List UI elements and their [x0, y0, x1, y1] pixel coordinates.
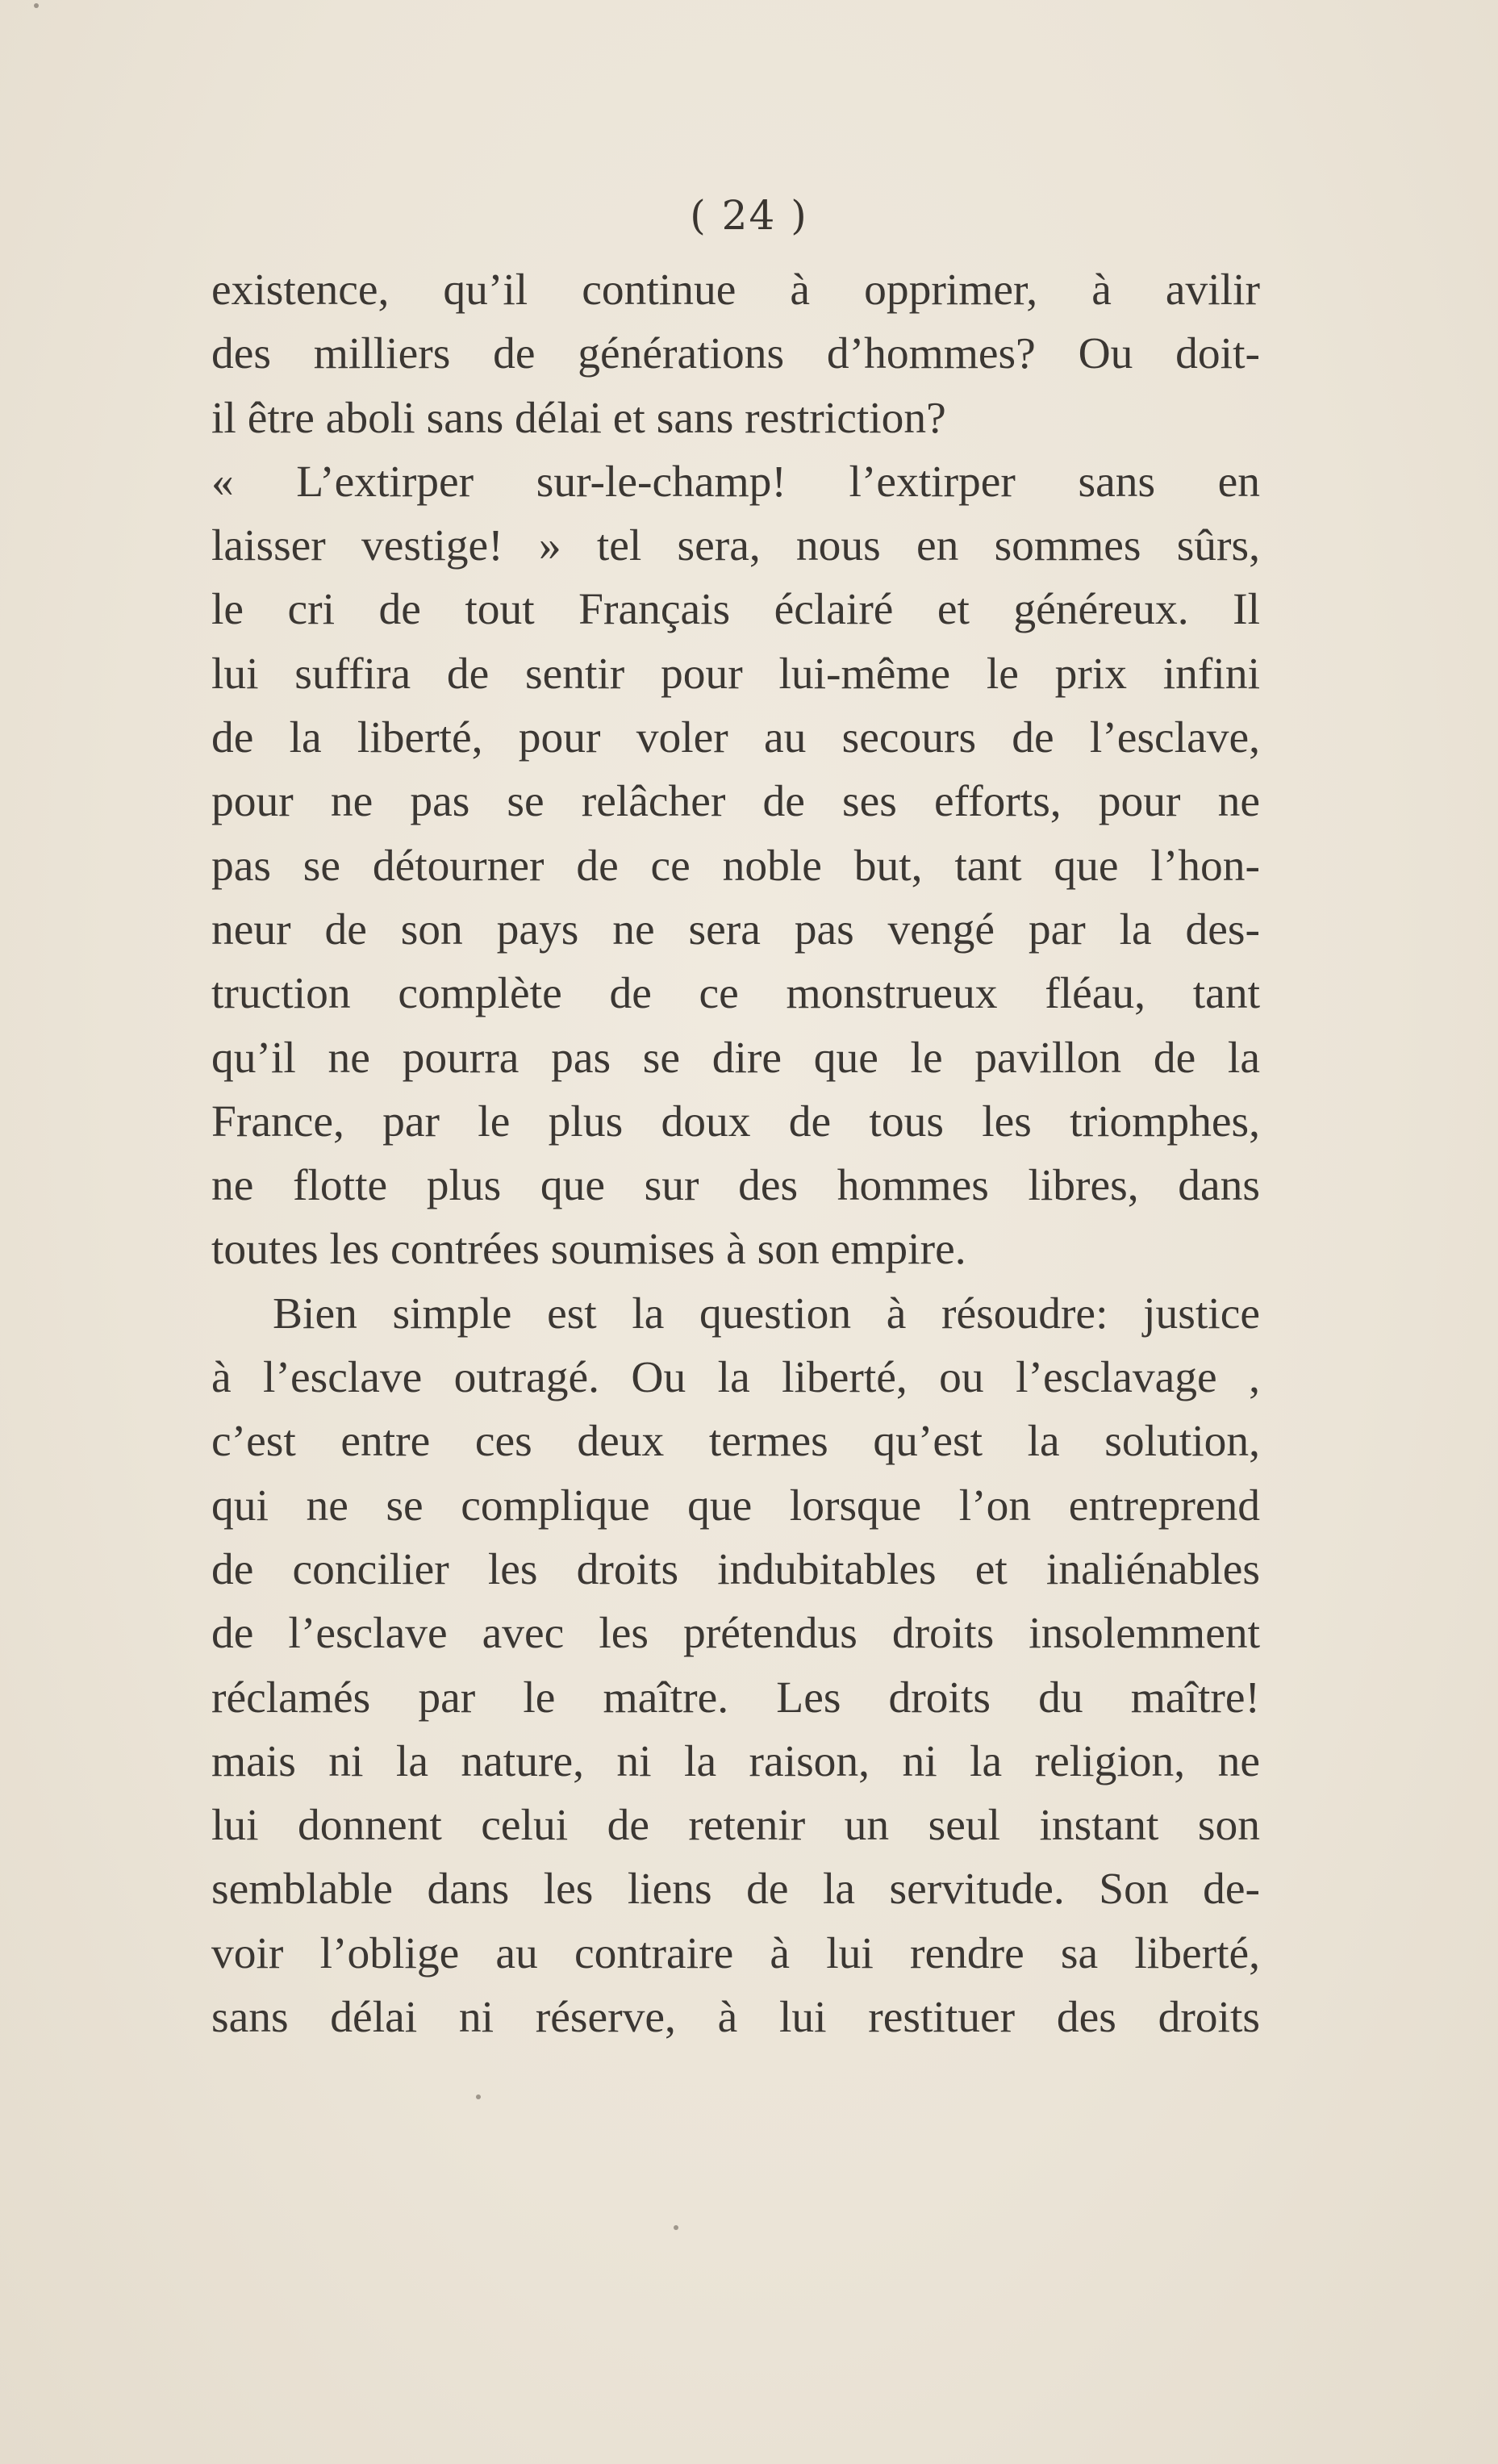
text-line: qui ne se complique que lorsque l’on entreprend: [211, 1480, 1260, 1531]
text-line: ne flotte plus que sur des hommes libres, dans: [211, 1161, 1260, 1211]
text-line: le cri de tout Français éclairé et généreux. Il: [211, 585, 1260, 635]
text-line: mais ni la nature, ni la raison, ni la religion, ne: [211, 1736, 1260, 1786]
body-text: [211, 258, 1260, 2049]
text-line: sans délai ni réserve, à lui restituer des droits: [211, 1993, 1260, 2043]
text-line: toutes les contrées soumises à son empire.: [211, 1225, 966, 1275]
text-line: voir l’oblige au contraire à lui rendre sa liberté,: [211, 1928, 1260, 1978]
text-line: France, par le plus doux de tous les triomphes,: [211, 1096, 1260, 1146]
text-line: lui suffira de sentir pour lui-même le prix infini: [211, 649, 1260, 699]
text-line: semblable dans les liens de la servitude. Son de-: [211, 1865, 1260, 1915]
text-line: des milliers de générations d’hommes? Ou doit-: [211, 329, 1260, 379]
text-line: à l’esclave outragé. Ou la liberté, ou l’esclavage ,: [211, 1353, 1260, 1403]
page-number: ( 24 ): [690, 192, 808, 239]
text-line: réclamés par le maître. Les droits du maître!: [211, 1673, 1260, 1723]
text-line: truction complète de ce monstrueux fléau, tant: [211, 969, 1260, 1019]
paper-speck: [34, 3, 39, 8]
text-line: « L’extirper sur-le-champ! l’extirper sans en: [211, 457, 1260, 507]
text-line: de l’esclave avec les prétendus droits insolemment: [211, 1609, 1260, 1659]
text-line: pas se détourner de ce noble but, tant que l’hon-: [211, 841, 1260, 891]
text-line: existence, qu’il continue à opprimer, à avilir: [211, 265, 1260, 315]
text-line: de concilier les droits indubitables et inaliénables: [211, 1544, 1260, 1594]
text-line: il être aboli sans délai et sans restriction?: [211, 393, 946, 443]
text-line: neur de son pays ne sera pas vengé par la des-: [211, 904, 1260, 954]
text-line: de la liberté, pour voler au secours de l’esclave,: [211, 713, 1260, 763]
text-line: c’est entre ces deux termes qu’est la solution,: [211, 1417, 1260, 1467]
text-line: laisser vestige! » tel sera, nous en sommes sûrs,: [211, 521, 1260, 571]
paper-speck: [476, 2094, 481, 2099]
text-line: pour ne pas se relâcher de ses efforts, pour ne: [211, 777, 1260, 827]
text-line: qu’il ne pourra pas se dire que le pavillon de la: [211, 1033, 1260, 1083]
paper-speck: [674, 2225, 678, 2230]
paragraph-first-line: Bien simple est la question à résoudre: justice: [273, 1288, 1260, 1338]
text-line: lui donnent celui de retenir un seul instant son: [211, 1801, 1260, 1851]
